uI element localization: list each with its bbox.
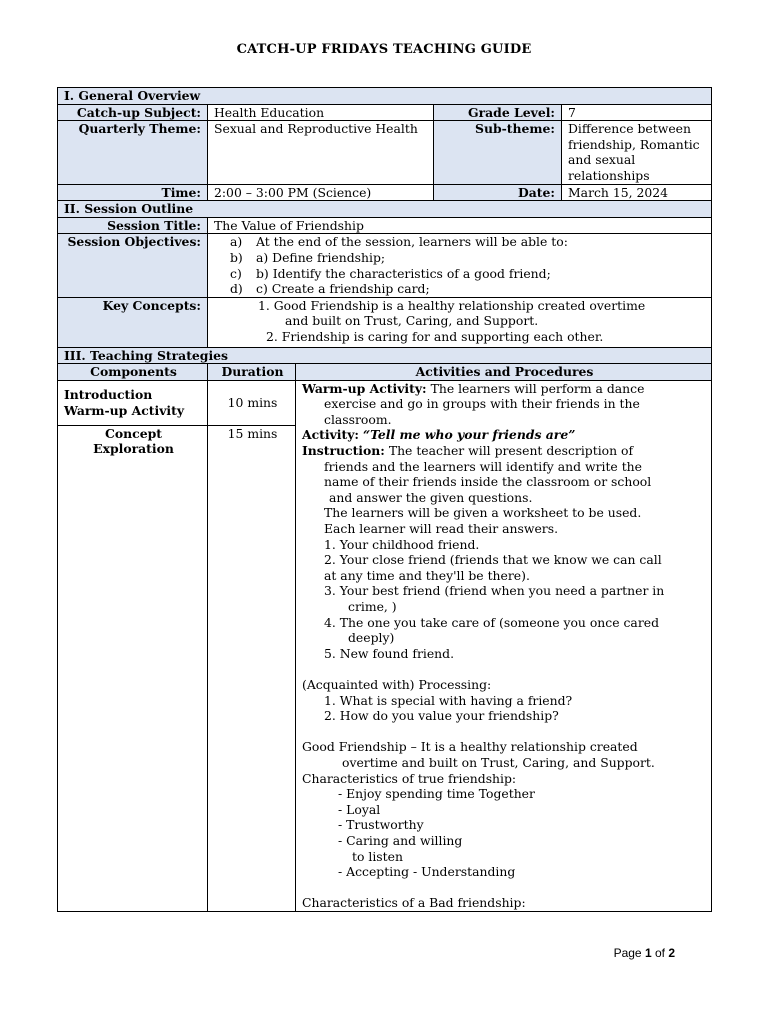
activities-header: Activities and Procedures [296,364,712,381]
duration-introduction: 10 mins [208,380,296,425]
catch-up-subject-label: Catch-up Subject: [58,104,208,121]
catch-up-subject-value: Health Education [208,104,434,121]
section-teaching-strategies-heading: III. Teaching Strategies [58,347,712,364]
sub-theme-label: Sub-theme: [434,121,562,184]
section-session-outline-heading: II. Session Outline [58,201,712,218]
quarterly-theme-label: Quarterly Theme: [58,121,208,184]
key-concept-1-line2: and built on Trust, Caring, and Support. [285,313,539,329]
session-objectives-list [208,234,712,297]
activities-procedures-cell: Warm-up Activity: The learners will perform a dance exercise and go in groups with their friends in the classroom. Activity: “Tell me who your friends are” Instruction: The teacher will present description of friends and the learners will identify and write the name of their friends inside the classroom or school and answer the given questions. The learners will be given a worksheet to be used. Each learner will read their answers. 1. Your childhood friend. 2. Your close friend (friends that we know we can call at any time and they'll be there). 3. Your best friend (friend when you need a partner in crime, ) 4. The one you take care of (someone you once cared deeply) 5. New found friend. (Acquainted with) Processing: 1. What is special with having a friend? 2. How do you value your friendship? Good Friendship – It is a healthy relationship created overtime and built on Trust, Caring, and Support. Characteristics of true friendship: - Enjoy spending time Together - Loyal - Trustworthy - Caring and willing to listen - Accepting - Understanding Characteristics of a Bad friendship: [296,380,712,911]
key-concepts-list [208,297,712,347]
objective-item: c) b) Identify the characteristics of a good friend; [230,265,551,281]
duration-header: Duration [208,364,296,381]
grade-level-value: 7 [562,104,712,121]
time-value: 2:00 – 3:00 PM (Science) [208,184,434,201]
session-title-value: The Value of Friendship [208,217,712,234]
component-introduction: Introduction Warm-up Activity [58,380,208,425]
component-concept-exploration: Concept Exploration [58,425,208,911]
objective-item: b) a) Define friendship; [230,249,386,265]
document-title: CATCH-UP FRIDAYS TEACHING GUIDE [236,42,532,57]
teaching-guide-table [57,87,712,912]
date-value: March 15, 2024 [562,184,712,201]
session-objectives-label: Session Objectives: [58,234,208,297]
quarterly-theme-value: Sexual and Reproductive Health [208,121,434,184]
grade-level-label: Grade Level: [434,104,562,121]
key-concept-2: 2. Friendship is caring for and supporting each other. [266,328,604,344]
time-label: Time: [58,184,208,201]
objective-item: d) c) Create a friendship card; [230,281,430,297]
key-concept-1-line1: 1. Good Friendship is a healthy relationship created overtime [258,297,646,313]
section-general-overview-heading: I. General Overview [58,88,712,105]
page-number: Page 1 of 2 [613,946,675,960]
sub-theme-value: Difference between friendship, Romantic and sexual relationships [562,121,712,184]
objective-item: a) At the end of the session, learners will be able to: [230,234,568,250]
key-concepts-label: Key Concepts: [58,297,208,347]
components-header: Components [58,364,208,381]
duration-concept-exploration: 15 mins [208,425,296,911]
date-label: Date: [434,184,562,201]
session-title-label: Session Title: [58,217,208,234]
